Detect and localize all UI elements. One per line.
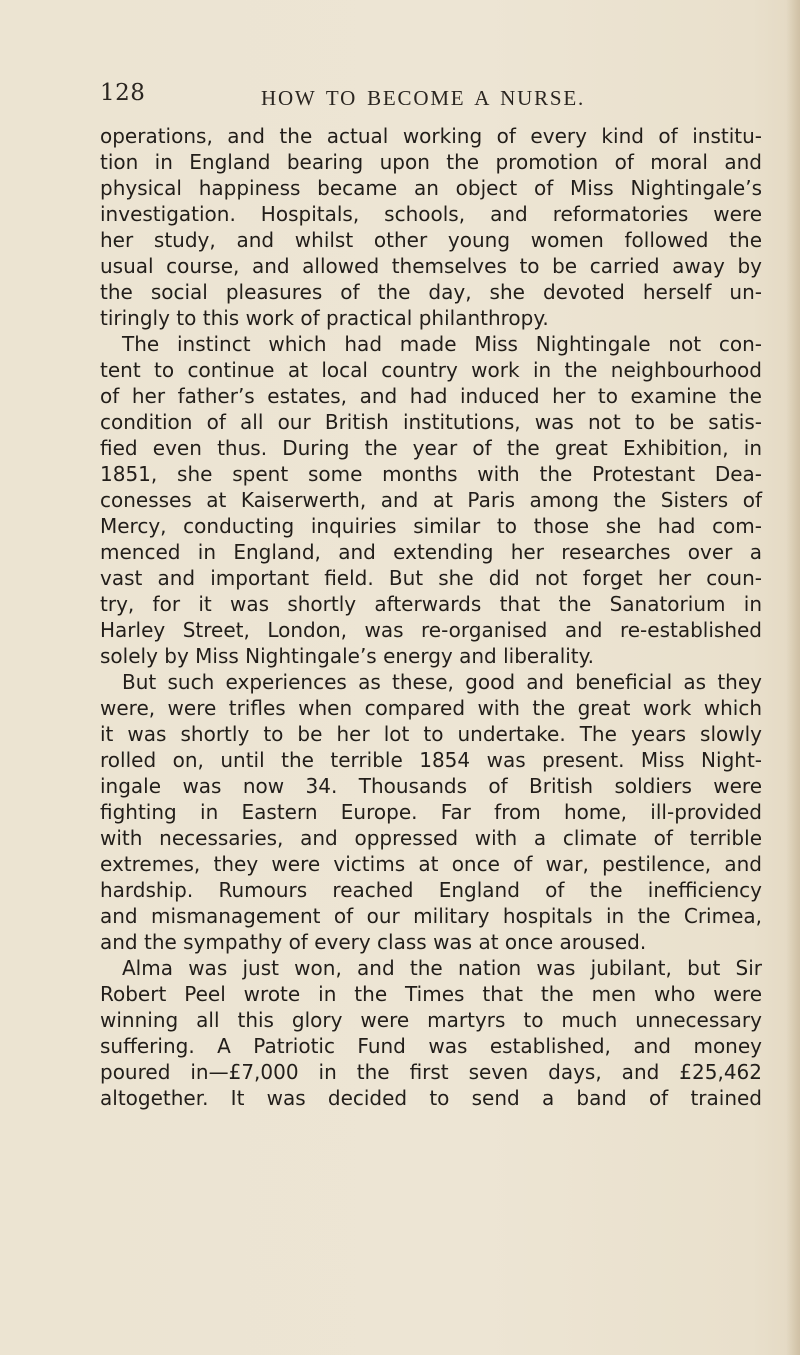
text-line: tiringly to this work of practical philanthropy. [100, 306, 549, 330]
text-line: Alma was just won, and the nation was jubilant, but Sir [122, 956, 762, 980]
text-line: usual course, and allowed themselves to be carried away by [100, 254, 762, 278]
text-line: extremes, they were victims at once of war, pestilence, and [100, 852, 762, 876]
text-line: suffering. A Patriotic Fund was established, and money [100, 1034, 762, 1058]
text-line: winning all this glory were martyrs to much unnecessary [100, 1008, 762, 1032]
text-line: Robert Peel wrote in the Times that the men who were [100, 982, 762, 1006]
text-line: But such experiences as these, good and beneficial as they [122, 670, 762, 694]
text-line: physical happiness became an object of Miss Nightingale’s [100, 176, 762, 200]
text-line: menced in England, and extending her researches over a [100, 540, 762, 564]
text-line: her study, and whilst other young women followed the [100, 228, 762, 252]
text-line: the social pleasures of the day, she devoted herself un- [100, 280, 762, 304]
text-line: The instinct which had made Miss Nightingale not con- [122, 332, 762, 356]
text-line: rolled on, until the terrible 1854 was present. Miss Night- [100, 748, 762, 772]
page-number: 128 [100, 80, 146, 106]
text-line: tent to continue at local country work in the neighbourhood [100, 358, 762, 382]
text-line: fied even thus. During the year of the great Exhibition, in [100, 436, 762, 460]
text-line: condition of all our British institutions, was not to be satis- [100, 410, 762, 434]
text-line: try, for it was shortly afterwards that the Sanatorium in [100, 592, 762, 616]
text-line: fighting in Eastern Europe. Far from home, ill-provided [100, 800, 762, 824]
text-line: altogether. It was decided to send a band of trained [100, 1086, 762, 1110]
text-line: operations, and the actual working of every kind of institu- [100, 124, 762, 148]
text-line: solely by Miss Nightingale’s energy and liberality. [100, 644, 594, 668]
text-line: it was shortly to be her lot to undertake. The years slowly [100, 722, 762, 746]
running-head: HOW TO BECOME A NURSE. [261, 86, 586, 110]
text-line: with necessaries, and oppressed with a climate of terrible [100, 826, 762, 850]
text-line: and the sympathy of every class was at once aroused. [100, 930, 647, 954]
text-line: 1851, she spent some months with the Protestant Dea- [100, 462, 762, 486]
text-line: conesses at Kaiserwerth, and at Paris among the Sisters of [100, 488, 762, 512]
text-line: Harley Street, London, was re-organised and re-established [100, 618, 762, 642]
text-line: and mismanagement of our military hospitals in the Crimea, [100, 904, 762, 928]
text-line: poured in—£7,000 in the first seven days, and £25,462 [100, 1060, 762, 1084]
text-line: vast and important field. But she did not forget her coun- [100, 566, 762, 590]
text-line: tion in England bearing upon the promotion of moral and [100, 150, 762, 174]
page-edge-shadow [786, 0, 800, 1355]
text-line: Mercy, conducting inquiries similar to those she had com- [100, 514, 762, 538]
text-line: of her father’s estates, and had induced her to examine the [100, 384, 762, 408]
text-line: hardship. Rumours reached England of the inefficiency [100, 878, 762, 902]
text-line: investigation. Hospitals, schools, and reformatories were [100, 202, 762, 226]
body-text [100, 123, 762, 1111]
text-line: were, were trifles when compared with the great work which [100, 696, 762, 720]
text-line: ingale was now 34. Thousands of British soldiers were [100, 774, 762, 798]
